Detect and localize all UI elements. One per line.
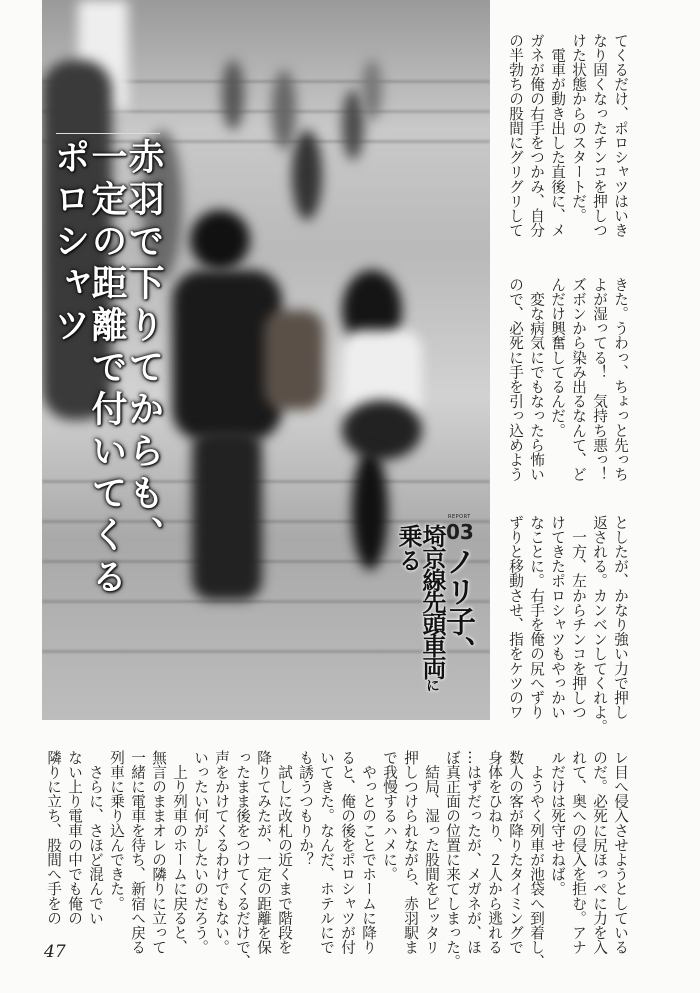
text-column: としたが、かなり強い力で押し [612, 515, 629, 720]
text-column: 身体をひねり、２人から逃れる [486, 750, 503, 955]
text-column: きた。うわっ、ちょっと先っち [612, 277, 629, 482]
photo-caption [49, 138, 165, 600]
text-column: 一方、左からチンコを押しつ [570, 515, 587, 720]
headline-line1: ノリ子、 [440, 546, 475, 666]
caption-rule [56, 133, 160, 134]
text-column: 隣りに立ち、股間へ手をの [45, 750, 62, 926]
text-column: 上り列車のホームに戻ると、 [171, 750, 188, 955]
text-column: のだ。必死に尻ほっぺに力を入 [591, 750, 608, 955]
text-column: 試しに改札の近くまで階段を [276, 750, 293, 955]
text-column: てくるだけ、ポロシャツはいき [612, 33, 629, 238]
text-column: けてきたポロシャツもやっかい [549, 515, 566, 720]
headline-line2-small: に [424, 678, 440, 690]
text-column: 電車が動き出した直後に、メ [549, 33, 566, 238]
caption-line: ポロシャツ [49, 138, 91, 348]
text-column: よが湿ってる！ 気持ち悪っ！ [591, 277, 608, 482]
text-column: 列車に乗り込んできた。 [108, 750, 125, 911]
text-column: ガネが俺の右手をつかみ、自分 [528, 33, 545, 238]
text-column: ずりと移動させ、指をケツのワ [507, 515, 524, 720]
text-column: も誘うつもりか？ [297, 750, 314, 867]
text-column: ったまま後をつけてくるだけで、 [234, 750, 251, 969]
text-column: 声をかけてくるわけでもない。 [213, 750, 230, 955]
text-column: …はずだったが、メガネが、ほ [465, 750, 482, 955]
headline-line2-main: 埼京線先頭車両 [418, 524, 447, 678]
headline-line2 [418, 524, 447, 690]
text-column: 押しつけられながら、赤羽駅ま [402, 750, 419, 955]
body-text-lower [505, 515, 631, 734]
body-text-middle [505, 277, 631, 481]
text-column: の半勃ちの股間にグリグリして [507, 33, 524, 238]
text-column: けた状態からのスタートだ。 [570, 33, 587, 223]
text-column: 一緒に電車を待ち、新宿へ戻る [129, 750, 146, 955]
text-column: 無言のままオレの隣りに立って [150, 750, 167, 955]
text-column: さらに、さほど混んでい [87, 750, 104, 926]
text-column: ると、俺の後をポロシャツが付 [339, 750, 356, 955]
text-column: 返される。カンベンしてくれよ。 [591, 515, 608, 734]
page-number: 47 [44, 942, 66, 962]
text-column: 降りてみたが、一定の距離を保 [255, 750, 272, 955]
text-column: いったい何がしたいのだろう。 [192, 750, 209, 955]
article-headline [396, 512, 486, 717]
text-column: ので、必死に手を引っ込めよう [507, 277, 524, 482]
body-text-top [505, 33, 631, 237]
body-text-bottom [43, 750, 631, 969]
text-column: レ目へ侵入させようとしている [612, 750, 629, 955]
text-column: ない上り電車の中でも俺の [66, 750, 83, 926]
text-column: 結局、湿った股間をピッタリ [423, 750, 440, 955]
text-column: なり固くなったチンコを押しつ [591, 33, 608, 238]
text-column: ズボンから染み出るなんて、ど [570, 277, 587, 482]
headline-line3: 乗る [394, 524, 423, 572]
text-column: ぼ真正面の位置に来てしまった。 [444, 750, 461, 969]
text-column: れて、奥への侵入を拒む。アナ [570, 750, 587, 955]
caption-line: 一定の距離で付いてくる [86, 138, 128, 600]
text-column: 変な病気にでもなったら怖い [528, 277, 545, 482]
text-column: ようやく列車が池袋へ到着し、 [528, 750, 545, 969]
report-label: REPORT [448, 514, 471, 520]
caption-line: 赤羽で下りてからも、 [123, 138, 165, 558]
text-column: やっとのことでホームに降り [360, 750, 377, 955]
text-column: なことに。右手を俺の尻へずり [528, 515, 545, 720]
report-number: 03 [446, 520, 474, 544]
text-column: いてきた。なんだ、ホテルにで [318, 750, 335, 955]
text-column: ルだけは死守せねば。 [549, 750, 566, 896]
text-column: んだけ興奮してるんだ。 [549, 277, 566, 438]
text-column: で我慢するハメに。 [381, 750, 398, 882]
text-column: 数人の客が降りたタイミングで [507, 750, 524, 955]
